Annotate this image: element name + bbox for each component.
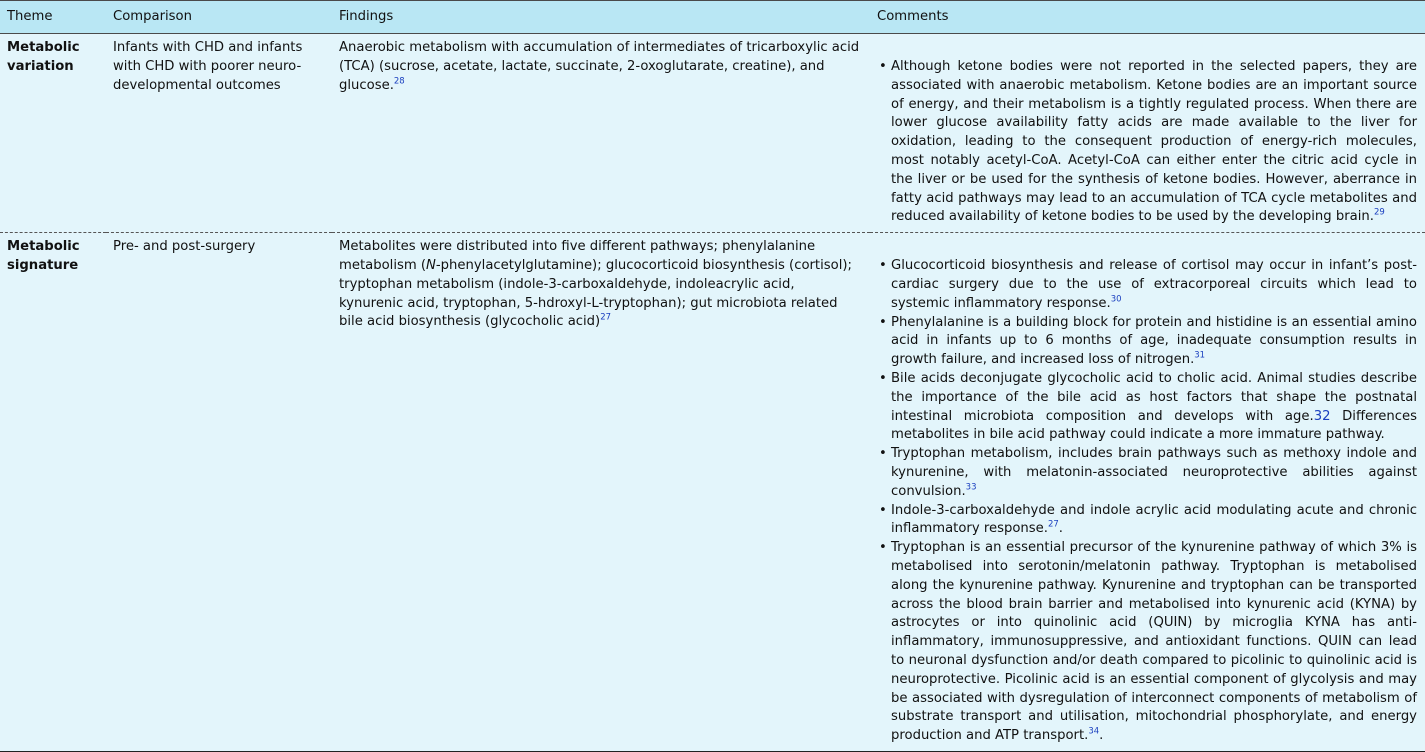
reference-link[interactable]: 29 <box>1373 207 1385 218</box>
reference-link[interactable]: 32 <box>1313 408 1331 424</box>
reference-link[interactable]: 34 <box>1088 726 1100 737</box>
comments-cell <box>870 233 1425 752</box>
comment-item <box>877 445 1417 501</box>
findings-text: -phenylacetylglutamine); glucocorticoid biosynthesis (cortisol); tryptophan metabolism (indole-3-carboxaldehyde, indoleacrylic acid, kynurenic acid, tryptophan, 5-hdroxyl-L-tryptophan); gut microbiota related bile acid biosynthesis (glycocholic acid) <box>339 257 852 330</box>
comment-text: Tryptophan metabolism, includes brain pathways such as methoxy indole and kynurenine, with melatonin-associated neuroprotective abilities against convulsion. <box>891 446 1417 499</box>
theme-cell: Metabolic variation <box>0 34 106 233</box>
comment-tail: . <box>1099 728 1104 744</box>
comment-text: Tryptophan is an essential precursor of the kynurenine pathway of which 3% is metabolised into serotonin/melatonin pathway. Tryptophan is metabolised along the kynurenine pathway. Kynurenine and tryptophan can be transported across the blood brain barrier and metabolised into kynurenic acid (KYNA) by astrocytes or into quinolinic acid (QUIN) by microglia KYNA has anti-inflammatory, immunosuppressive, and antioxidant functions. QUIN can lead to neuronal dysfunction and/or death compared to picolinic to quinolinic acid is neuroprotective. Picolinic acid is an essential component of glycolysis and may be associated with dysregulation of interconnect components of metabolism of substrate transport and utilisation, mitochondrial phosphorylate, and energy production and ATP transport. <box>891 540 1417 744</box>
reference-link[interactable]: 28 <box>393 76 405 87</box>
reference-link[interactable]: 27 <box>600 312 612 323</box>
comparison-cell: Infants with CHD and infants with CHD with poorer neuro-developmental outcomes <box>106 34 332 233</box>
comment-text: Differences metabolites in bile acid pathway could indicate a more immature pathway. <box>891 408 1417 443</box>
comparison-cell: Pre- and post-surgery <box>106 233 332 752</box>
comment-item <box>877 58 1417 227</box>
comment-item <box>877 539 1417 746</box>
reference-link[interactable]: 31 <box>1194 350 1206 361</box>
table-row <box>0 233 1425 752</box>
findings-cell <box>332 34 870 233</box>
comment-item <box>877 257 1417 313</box>
comment-item <box>877 314 1417 370</box>
header-comments: Comments <box>870 1 1425 34</box>
comments-cell <box>870 34 1425 233</box>
reference-link[interactable]: 27 <box>1047 519 1059 530</box>
comment-item <box>877 370 1417 445</box>
comment-text: Bile acids deconjugate glycocholic acid to cholic acid. Animal studies describe the importance of the bile acid as host factors that shape the postnatal intestinal microbiota composition and develops with age. <box>891 370 1417 424</box>
header-findings: Findings <box>332 1 870 34</box>
findings-text: Anaerobic metabolism with accumulation of intermediates of tricarboxylic acid (TCA) (sucrose, acetate, lactate, succinate, 2-oxoglutarate, creatine), and glucose. <box>339 40 860 93</box>
comment-text: Glucocorticoid biosynthesis and release of cortisol may occur in infant’s post-cardiac surgery due to the use of extracorporeal circuits which lead to systemic inflammatory response. <box>891 258 1417 311</box>
theme-cell: Metabolic signature <box>0 233 106 752</box>
comment-item <box>877 502 1417 540</box>
reference-link[interactable]: 33 <box>965 482 977 493</box>
table-header <box>0 1 1425 34</box>
reference-link[interactable]: 30 <box>1110 294 1122 305</box>
findings-cell <box>332 233 870 752</box>
findings-text: Metabolites were distributed into five different pathways; phenylalanine metabolism ( <box>339 239 816 273</box>
table-row <box>0 34 1425 233</box>
comment-tail: . <box>1058 521 1063 537</box>
header-theme: Theme <box>0 1 106 34</box>
findings-italic: N <box>426 257 436 273</box>
header-comparison: Comparison <box>106 1 332 34</box>
comment-text: Phenylalanine is a building block for protein and histidine is an essential amino acid in infants up to 6 months of age, inadequate consumption results in growth failure, and increased loss of nitrogen. <box>891 314 1417 368</box>
comment-text: Although ketone bodies were not reported in the selected papers, they are associated with anaerobic metabolism. Ketone bodies are an important source of energy, and their metabolism is a tightly regulated process. When there are lower glucose availability fatty acids are made available to the liver for oxidation, leading to the consequent production of energy-rich molecules, most notably acetyl-CoA. Acetyl-CoA can either enter the citric acid cycle in the liver or be used for the synthesis of ketone bodies. However, aberrance in fatty acid pathways may lead to an accumulation of TCA cycle metabolites and reduced availability of ketone bodies to be used by the developing brain. <box>891 59 1417 225</box>
comment-text: Indole-3-carboxaldehyde and indole acrylic acid modulating acute and chronic inflammatory response. <box>891 502 1417 537</box>
